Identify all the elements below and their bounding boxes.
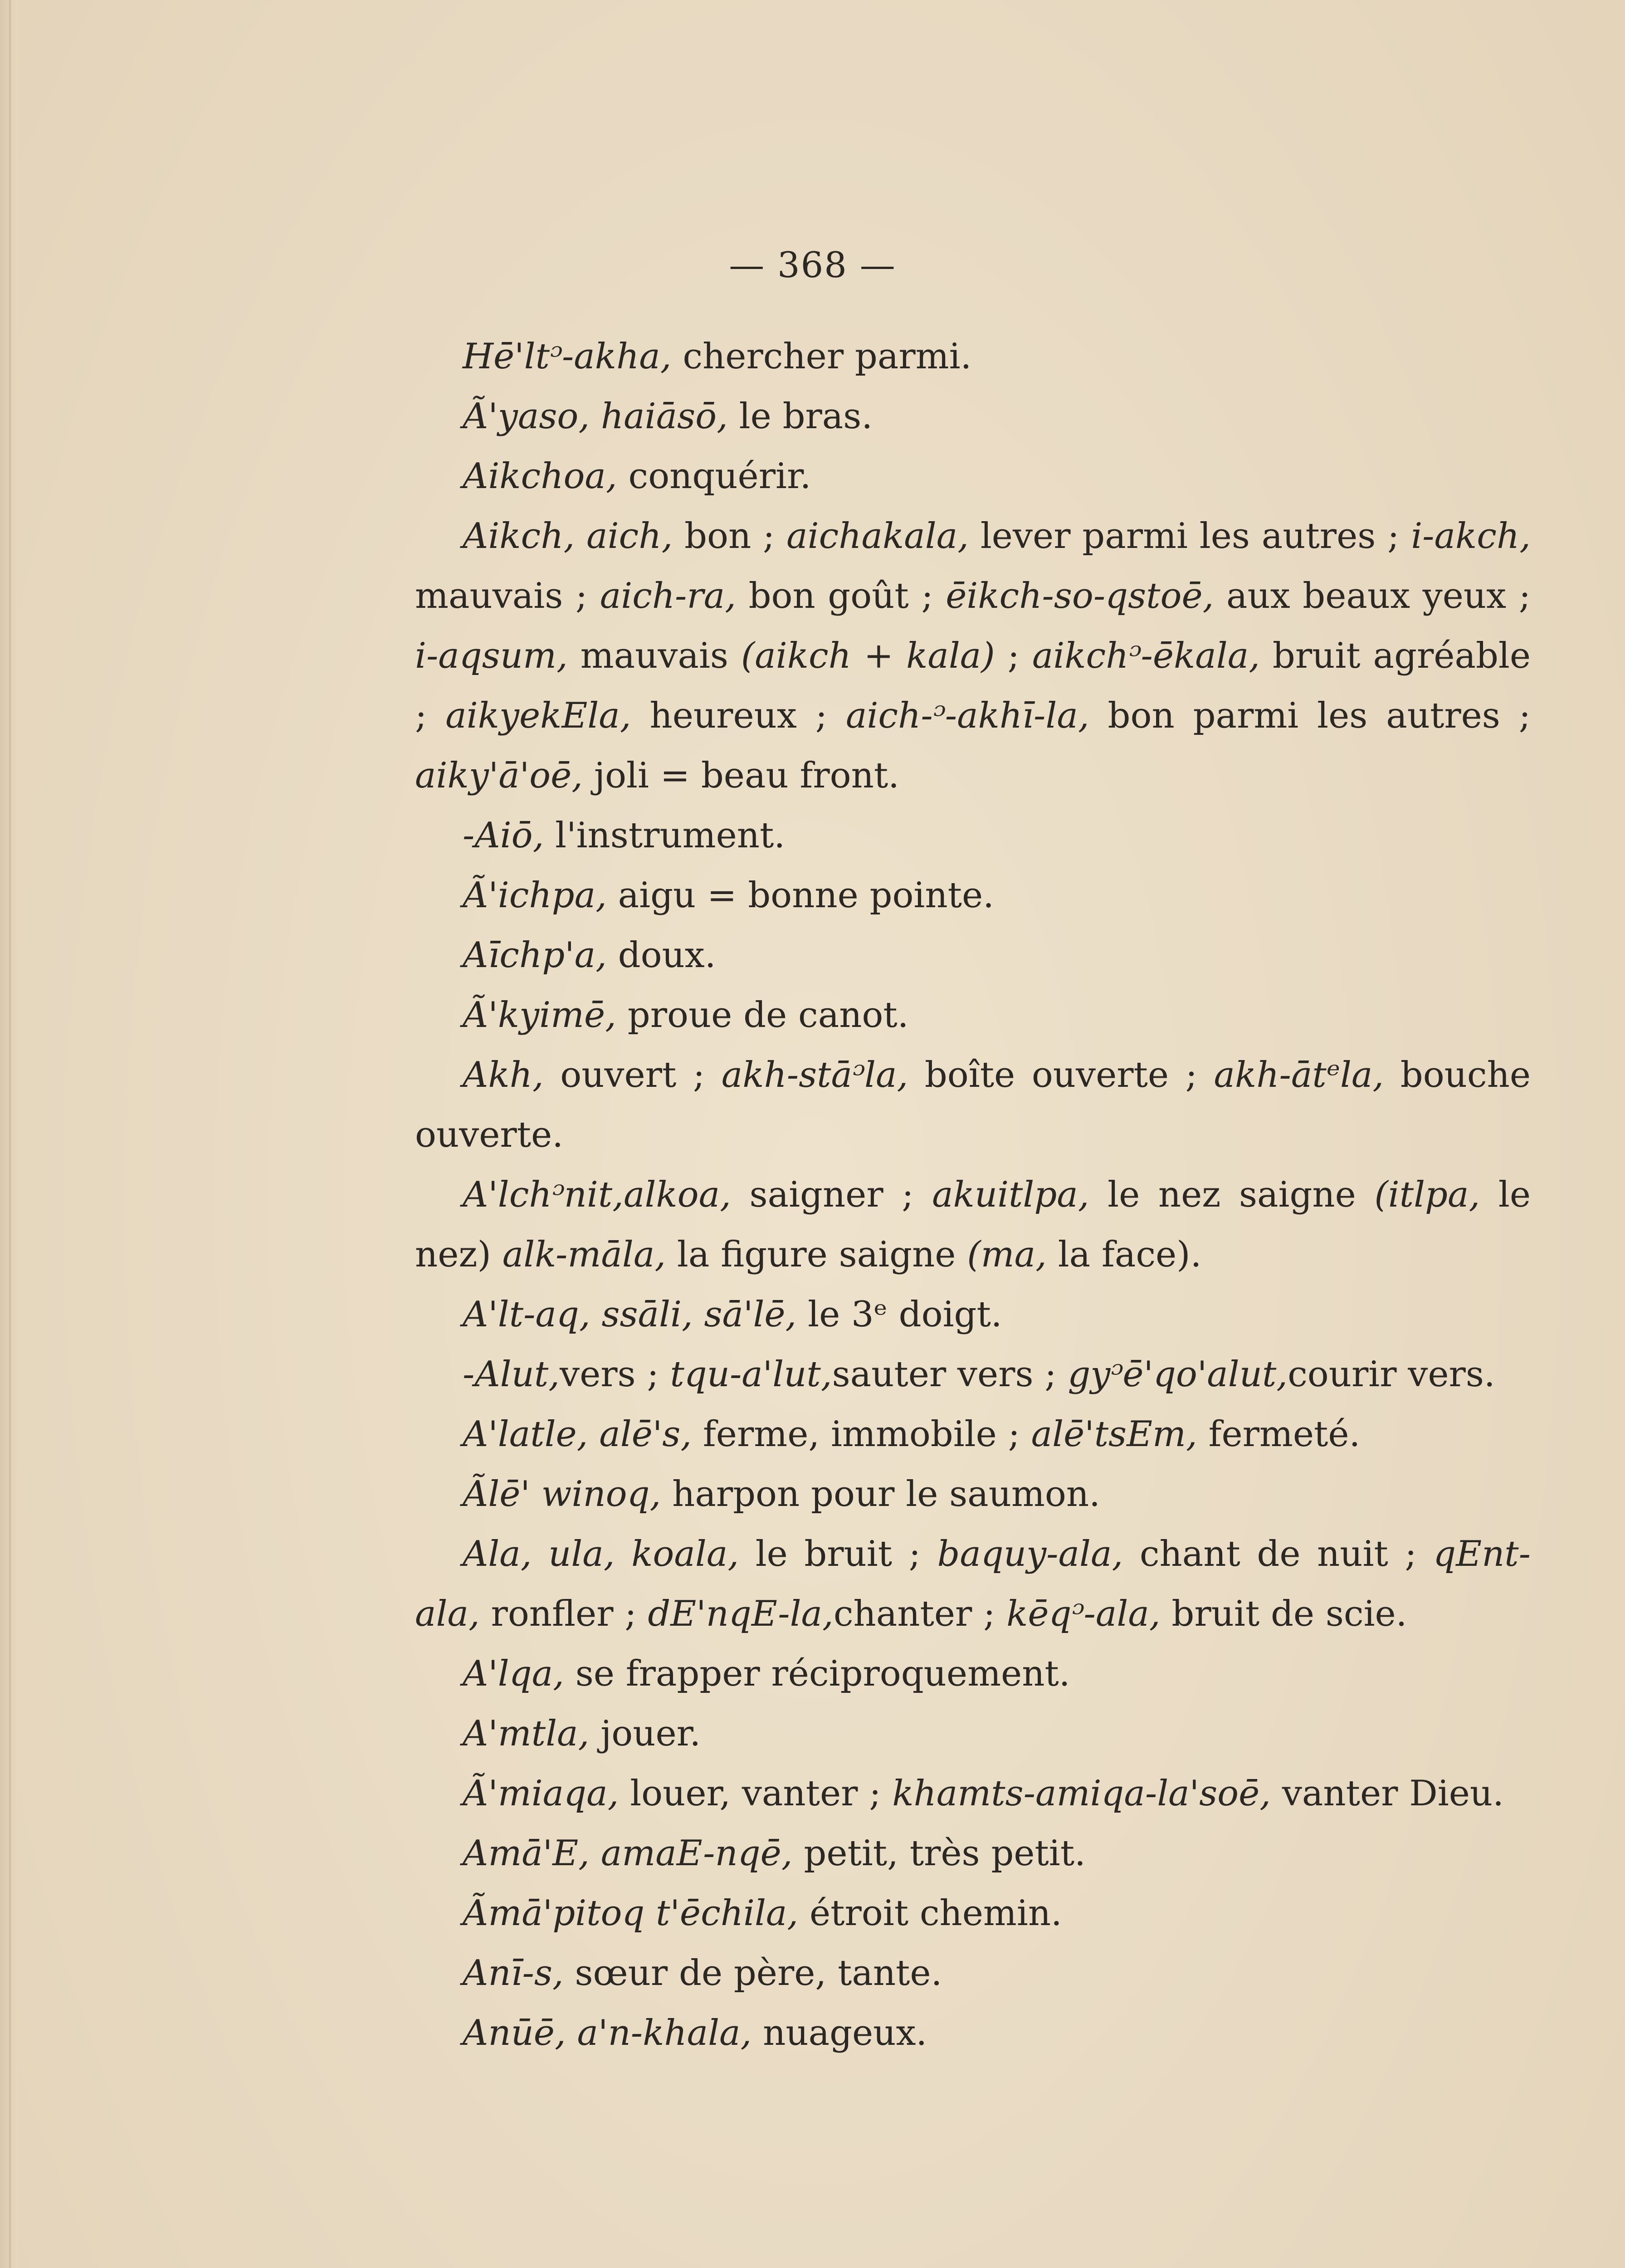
definition-text: chanter ; — [833, 1593, 1007, 1634]
definition-text: louer, vanter ; — [619, 1773, 893, 1814]
headword-text: akuitlpa, — [932, 1174, 1089, 1215]
definition-text: chercher parmi. — [671, 336, 972, 377]
headword-text: A'lchᵓnit,alkoa, — [463, 1174, 731, 1215]
definition-text: proue de canot. — [616, 995, 909, 1036]
definition-text: le bras. — [727, 396, 873, 437]
definition-text: bon goût ; — [736, 576, 946, 616]
headword-text: Anī-s, — [463, 1953, 564, 1994]
headword-text: Ã'yaso, haiāsō, — [463, 396, 728, 437]
definition-text: ouvert ; — [543, 1055, 722, 1095]
headword-text: akh-ātᵉla, — [1214, 1055, 1384, 1095]
dictionary-entry — [415, 925, 1531, 985]
headword-text: tqu-a'lut, — [670, 1354, 832, 1395]
headword-text: alk-māla, — [502, 1234, 666, 1275]
dictionary-entry — [415, 446, 1531, 506]
definition-text: chant de nuit ; — [1123, 1534, 1434, 1574]
headword-text: -akha, — [561, 336, 672, 377]
dictionary-entry — [415, 386, 1531, 446]
dictionary-entry — [415, 1165, 1531, 1285]
dictionary-entry — [415, 1764, 1531, 1823]
definition-text: courir vers. — [1288, 1354, 1495, 1395]
definition-text: aux beaux yeux ; — [1214, 576, 1531, 616]
headword-text: ᵓ — [549, 336, 562, 377]
headword-text: Aikchoa, — [463, 456, 617, 497]
definition-text: vanter Dieu. — [1271, 1773, 1504, 1814]
definition-text: bon parmi les autres ; — [1089, 695, 1531, 736]
headword-text: Aikch, aich, — [463, 516, 673, 557]
headword-text: aich-ra, — [600, 576, 736, 616]
dictionary-entry — [415, 1285, 1531, 1344]
definition-text: ronfler ; — [479, 1593, 648, 1634]
definition-text: le nez) — [415, 1174, 1531, 1275]
headword-text: ēikch-so-qstoē, — [946, 576, 1214, 616]
headword-text: gyᵓē'qo'alut, — [1068, 1354, 1288, 1395]
definition-text: bouche ouverte. — [415, 1055, 1531, 1155]
headword-text: qEnt-ala, — [415, 1534, 1531, 1634]
definition-text: bruit agréable ; — [415, 635, 1531, 736]
definition-text: le bruit ; — [739, 1534, 937, 1574]
definition-text: vers ; — [560, 1354, 670, 1395]
headword-text: aichakala, — [786, 516, 969, 557]
headword-text: alē'tsEm, — [1031, 1414, 1197, 1455]
headword-text: (itlpa, — [1374, 1174, 1480, 1215]
headword-text: Akh, — [463, 1055, 544, 1095]
headword-text: kēqᵓ-ala, — [1006, 1593, 1161, 1634]
dictionary-entry — [415, 1045, 1531, 1165]
dictionary-entry — [415, 985, 1531, 1045]
definition-text: aigu = bonne pointe. — [606, 875, 994, 916]
dictionary-entry — [415, 2003, 1531, 2063]
headword-text: A'lt-aq, ssāli, sā'lē, — [463, 1294, 797, 1335]
headword-text: Ã'kyimē, — [463, 995, 616, 1036]
definition-text: harpon pour le saumon. — [661, 1474, 1100, 1515]
definition-text: nuageux. — [752, 2013, 927, 2053]
dictionary-entry — [415, 1823, 1531, 1883]
definition-text: doux. — [606, 935, 716, 976]
definition-text: heureux ; — [631, 695, 846, 736]
definition-text: bon ; — [673, 516, 787, 557]
headword-text: Ã'ichpa, — [463, 875, 607, 916]
headword-text: dE'nqE-la, — [648, 1593, 834, 1634]
dictionary-entry — [415, 1644, 1531, 1704]
definition-text: la face). — [1046, 1234, 1202, 1275]
dictionary-entry — [415, 865, 1531, 925]
definition-text: sauter vers ; — [832, 1354, 1068, 1395]
dictionary-entry — [415, 327, 1531, 386]
binding-line — [9, 0, 11, 2268]
headword-text: Amā'E, amaE-nqē, — [463, 1833, 793, 1874]
definition-text: conquérir. — [617, 456, 811, 497]
headword-text: (aikch + kala) — [741, 635, 995, 676]
dictionary-entry — [415, 1704, 1531, 1764]
headword-text: khamts-amiqa-la'soē, — [892, 1773, 1271, 1814]
dictionary-entry — [415, 506, 1531, 806]
definition-text: ferme, immobile ; — [692, 1414, 1031, 1455]
definition-text: mauvais — [567, 635, 741, 676]
headword-text: Aīchp'a, — [463, 935, 607, 976]
headword-text: A'mtla, — [463, 1713, 590, 1754]
dictionary-entry — [415, 1344, 1531, 1404]
headword-text: -Alut, — [463, 1354, 560, 1395]
definition-text: l'instrument. — [544, 815, 786, 856]
headword-text: aiky'ā'oē, — [415, 755, 583, 796]
headword-text: -Aiō, — [463, 815, 544, 856]
headword-text: aikyekEla, — [445, 695, 631, 736]
definition-text: fermeté. — [1197, 1414, 1361, 1455]
definition-text: joli = beau front. — [583, 755, 899, 796]
headword-text: Ãmā'pitoq t'ēchila, — [463, 1893, 799, 1934]
headword-text: (ma, — [967, 1234, 1047, 1275]
dictionary-entry — [415, 1524, 1531, 1644]
dictionary-entry — [415, 806, 1531, 865]
definition-text: sœur de père, tante. — [563, 1953, 942, 1994]
headword-text: baquy-ala, — [937, 1534, 1123, 1574]
headword-text: i-aqsum, — [415, 635, 568, 676]
definition-text: jouer. — [589, 1713, 701, 1754]
definition-text: ; — [995, 635, 1032, 676]
headword-text: Anūē, a'n-khala, — [463, 2013, 752, 2053]
definition-text: bruit de scie. — [1160, 1593, 1407, 1634]
definition-text: boîte ouverte ; — [908, 1055, 1214, 1095]
dictionary-entry — [415, 1404, 1531, 1464]
headword-text: aikchᵓ-ēkala, — [1032, 635, 1260, 676]
definition-text: saigner ; — [731, 1174, 932, 1215]
headword-text: aich-ᵓ-akhī-la, — [845, 695, 1089, 736]
headword-text: i-akch, — [1411, 516, 1531, 557]
definition-text: le nez saigne — [1089, 1174, 1375, 1215]
definition-text: se frapper réciproquement. — [564, 1653, 1070, 1694]
definition-text: petit, très petit. — [792, 1833, 1086, 1874]
definition-text: le 3ᵉ doigt. — [796, 1294, 1002, 1335]
headword-text: akh-stāᵓla, — [721, 1055, 908, 1095]
definition-text: la figure saigne — [666, 1234, 967, 1275]
headword-text: A'lqa, — [463, 1653, 564, 1694]
dictionary-entry — [415, 1883, 1531, 1943]
headword-text: Ala, ula, koala, — [463, 1534, 739, 1574]
dictionary-entries — [415, 327, 1531, 2063]
headword-text: Ãlē' winoq, — [463, 1474, 661, 1515]
page-number: — 368 — — [729, 245, 896, 286]
definition-text: étroit chemin. — [798, 1893, 1062, 1934]
dictionary-entry — [415, 1464, 1531, 1524]
definition-text: lever parmi les autres ; — [969, 516, 1411, 557]
definition-text: mauvais ; — [415, 576, 600, 616]
headword-text: Ã'miaqa, — [463, 1773, 619, 1814]
headword-text: A'latle, alē's, — [463, 1414, 692, 1455]
headword-text: Hē'lt — [463, 336, 550, 377]
dictionary-entry — [415, 1943, 1531, 2003]
